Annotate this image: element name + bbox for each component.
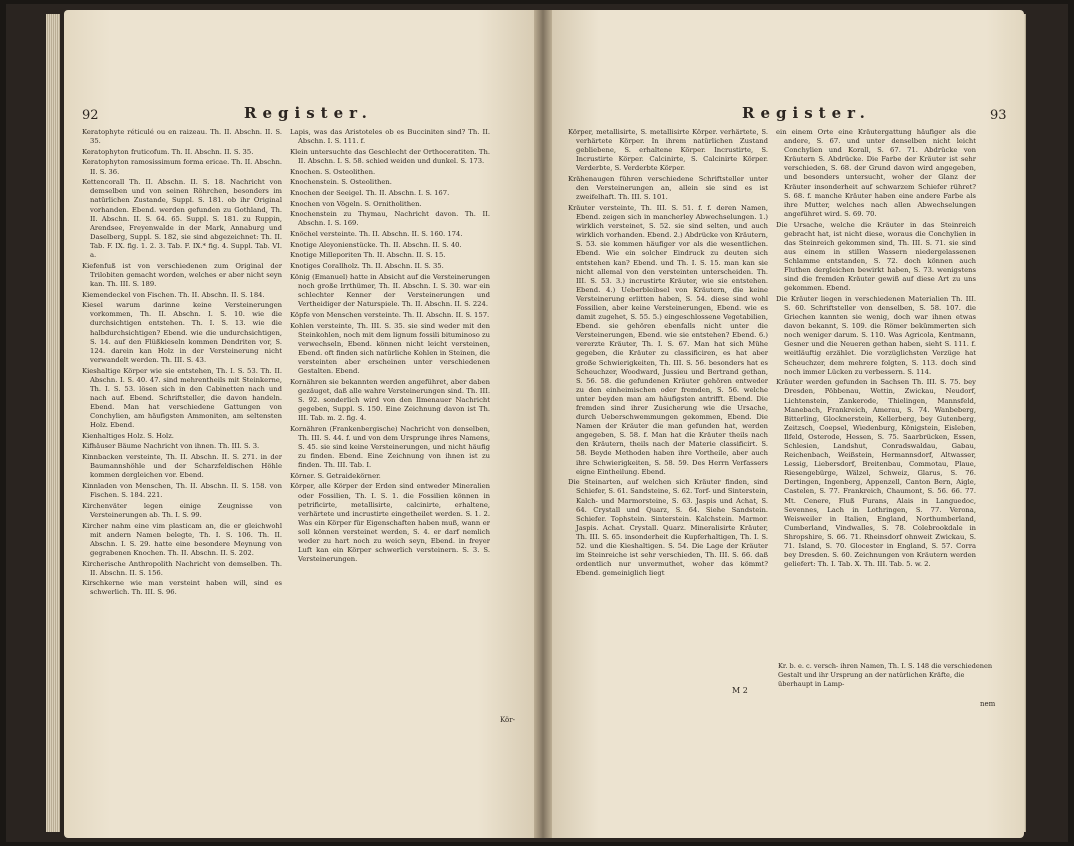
book-spread (6, 4, 1068, 842)
right-page (552, 10, 1024, 838)
index-entry: Körner. S. Getraidekörner. (290, 471, 381, 480)
left-column-1 (82, 128, 282, 599)
index-entry: Knochen der Seeigel. Th. II. Abschn. I. S. 167. (290, 188, 450, 197)
right-column-1 (568, 128, 768, 580)
index-entry: Kircher nahm eine vim plasticam an, die er gleichwohl mit andern Namen belegte, Th. I. S. 106. Th. II. Abschn. I. S. 29. hatte eine besondere Meynung von gegrabenen Knochen. Th. II. Abschn. II. S. 202. (82, 521, 282, 557)
index-entry: Kifhäuser Bäume Nachricht von ihnen. Th. III. S. 3. (82, 442, 260, 451)
index-entry: Die Kräuter liegen in verschiedenen Materialien Th. III. S. 60. Schriftsteller von denselben, S. 58. 107. die Griechen kannten sie wenig, doch war ihnen etwas davon bekannt, S. 109. die Römer bekümmerten sich noch weniger darum. S. 110. Was Agricola, Kentmann, Gesner und die Neueren gethan haben, sieht S. 111. f. weitläuftig erzählet. Die vorzüglichsten Verzüge hat Scheuchzer, dem mehrere folgten, S. 113. doch sind noch immer Lücken zu verbessern. S. 114. (776, 294, 976, 376)
index-entry: Kinnbacken versteinte, Th. II. Abschn. II. S. 271. in der Baumannshöhle und der Scharzfeldischen Höhle kommen dergleichen vor. Ebend. (82, 453, 282, 480)
index-entry: Köpfe von Menschen versteinte. Th. II. Abschn. II. S. 157. (290, 310, 490, 319)
index-entry: Kornähren (Frankenbergische) Nachricht von denselben, Th. III. S. 44. f. und von dem Ursprunge ihres Namens, S. 45. sie sind keine Versteinerungen, und nicht häufig zu finden. Ebend. Eine Zeichnung von ihnen ist zu finden. Th. III. Tab. I. (290, 424, 490, 470)
index-entry: Kieshaltige Körper wie sie entstehen, Th. I. S. 53. Th. II. Abschn. I. S. 40. 47. sind mehrentheils mit Steinkerne, Th. I. S. 53. lösen sich in den Cabinetten nach und nach auf. Ebend. Schriftsteller, die davon handeln. Ebend. Man hat verschiedene Gattungen von Conchylien, am häufigsten Ammoniten, am seltensten Holz. Ebend. (82, 366, 282, 430)
index-entry: Kettencorall Th. II. Abschn. II. S. 18. Nachricht von demselben und von seinen Röhrchen, besonders im natürlichen Zustande, Suppl. S. 181. ob ihr Original vorhanden. Ebend. werden gefunden zu Gothland, Th. II. Abschn. II. S. 64. 65. Suppl. S. 181. zu Ruppin, Arendsee, Freyenwalde in der Mark, Annaburg und Daselberg, Suppl. S. 182, sie sind abgezeichnet: Th. II. Tab. F. IX. fig. 1. 2. 3. Tab. F. IX.* fig. 4. Suppl. Tab. VI. a. (82, 178, 282, 259)
index-entry: Knöchel versteinte. Th. II. Abschn. II. S. 160. 174. (290, 230, 463, 239)
index-entry: Lapis, was das Aristoteles ob es Bucciniten sind? Th. II. Abschn. I. S. 111. f. (290, 128, 490, 146)
index-entry: Die Steinarten, auf welchen sich Kräuter finden, sind Schiefer, S. 61. Sandsteine, S. 62. Torf- und Sinterstein, Kalch- und Marmorsteine, S. 63. Jaspis und Achat, S. 64. Crystall und Quarz, S. 64. Siehe Sandstein. Schiefer. Tophstein. Sinterstein. Kalchstein. Marmor. Jaspis. Achat. Crystall. Quarz. Mineralisirte Kräuter, Th. III. S. 65. insonderheit die Kupferhaltigen, Th. I. S. 52. und die Kieshaltigen. S. 54. Die Lage der Kräuter im Steinreiche ist sehr verschieden, Th. III. S. 66. daß ordentlich nur unvermuthet, woher das kömmt? Ebend. gemeiniglich liegt (568, 478, 768, 578)
right-page-number: 93 (990, 108, 1007, 123)
index-entry: Kornähren sie bekannten werden angeführet, aber daben gezäuget, daß alle wahre Versteinerungen sind. Th. III. S. 92. sonderlich wird von den Ilmenauer Nachricht gegeben, Suppl. S. 150. Eine Zeichnung davon ist Th. III. Tab. m. 2. fig. 4. (290, 377, 490, 423)
right-catchword: nem (980, 700, 996, 708)
index-entry: Knochenstein. S. Osteolithen. (290, 178, 392, 187)
right-signature-mark: M 2 (732, 686, 748, 695)
index-entry: Kiesel warum darinne keine Versteinerungen vorkommen, Th. II. Abschn. I. S. 10. wie die durchsichtigen entstehen. Th. I. S. 13. wie die halbdurchsichtigen? Ebend. wie die undurchsichtigen, S. 14. auf den Flüßkieseln kommen Dendriten vor, S. 124. darein kan Holz in der Versteinerung nicht verwandelt werden. Th. III. S. 43. (82, 301, 282, 364)
index-entry: Kiefenfuß ist von verschiedenen zum Original der Trilobiten gemacht worden, welches er aber nicht seyn kan. Th. III. S. 189. (82, 261, 282, 288)
index-entry: ein einem Orte eine Kräutergattung häufiger als die andere, S. 67. und unter denselben nicht leicht Conchylien und Korall, S. 67. 71. Abdrücke von Kräutern S. Abdrücke. Die Farbe der Kräuter ist sehr verschieden, S. 68. der Grund davon wird angegeben, und besonders untersucht, woher der Glanz der Kräuter insonderheit auf schwarzem Schiefer rühret? S. 68. f. manche Kräuter haben eine andere Farbe als ihre Mutter, welches nach allen Abwechselungen angeführet wird. S. 69. 70. (776, 128, 976, 218)
left-page-number: 92 (82, 108, 99, 123)
index-entry: Kräuter werden gefunden in Sachsen Th. III. S. 75. bey Dresden, Pöbbenau, Wettin, Zwickau, Neudorf, Lichtenstein, Zankerode, Thielingen, Mannsfeld, Manebach, Frankreich, Amerau, S. 74. Wanbeberg, Bitterling, Glocknerstein, Kellerberg, bey Gutenberg, Zeitzsch, Coepsel, Wiedenburg, Königstein, Eisleben, Ilfeld, Osterode, Hessen, S. 75. Saarbrücken, Essen, Schlesien, Landshut, Conradswaldau, Gabau, Reichenbach, Weißstein, Hermannsdorf, Altwasser, Lessig, Liebersdorf, Breitenbau, Commotau, Plaue, Riesengebürge, Wälzel, Schweiz, Glarus, S. 76. Dertingen, Ingenberg, Appenzell, Canton Bern, Aigle, Castelen, S. 77. Frankreich, Chaumont, S. 56. 66. 77. Mt. Cenere, Fluß Furans, Alais in Languedoc, Sevennes, Lach in Lothringen, S. 77. Verona, Weisweiler in Italien, England, Northumberland, Cumberland, Vindwalles, S. 78. Colebrookdale in Shropshire, S. 66. 71. Rheinsdorf ohnweit Zwickau, S. 71. Island, S. 70. Glocester in England, S. 57. Corra bey Dresden. S. 60. Zeichnungen von Kräutern werden geliefert: Th. I. Tab. X. Th. III. Tab. 5. w. 2. (776, 378, 976, 569)
index-entry: Knochen. S. Osteolithen. (290, 167, 376, 176)
index-entry: Knotige Aleyonienstücke. Th. II. Abschn. II. S. 40. (290, 240, 462, 249)
index-entry: Die Ursache, welche die Kräuter in das Steinreich gebracht hat, ist nicht diese, woraus die Conchylien in das Steinreich gekommen sind, Th. III. S. 71. sie sind aus einem in stillen Wassern niedergelassenen Schlamme entstanden, S. 72. doch können auch Fluthen dergleichen bewirkt haben, S. 73. wenigstens sind die fremden Kräuter gewiß auf diese Art zu uns gekommen. Ebend. (776, 220, 976, 293)
index-entry: Kiemendeckel von Fischen. Th. II. Abschn. II. S. 184. (82, 290, 265, 299)
index-entry: Keratophyton fruticofum. Th. II. Abschn. II. S. 35. (82, 147, 254, 156)
index-entry: Körper, metallisirte, S. metallisirte Körper. verhärtete, S. verhärtete Körper. In ihrem natürlichen Zustand gebliebene, S. erhaltene Körper. Incrustirte, S. Incrustirte Körper. Calcinirte, S. Calcinirte Körper. Verderbte, S. Verderbte Körper. (568, 128, 768, 173)
left-running-head: Register. (244, 104, 373, 122)
index-entry: Kircherische Anthropolith Nachricht von demselben. Th. II. Abschn. II. S. 156. (82, 559, 282, 577)
index-entry: Knotiges Corallholz. Th. II. Abschn. II. S. 35. (290, 262, 444, 271)
right-bottom-line: Kr. b. e. c. versch- ihren Namen, Th. I. S. 148 die verschiedenen Gestalt und ihr Ursprung an der natürlichen Kräfte, die überhaupt in Lamp- (778, 662, 993, 688)
index-entry: Kirschkerne wie man versteint haben will, sind es schwerlich. Th. III. S. 96. (82, 579, 282, 597)
index-entry: Kräuter versteinte, Th. III. S. 51. f. f. deren Namen, Ebend. zeigen sich in mancherley Abwechselungen. 1.) wirklich versteinet, S. 52. sie sind selten, und auch wirklich vorhanden. Ebend. 2.) Abdrücke von Kräutern, S. 53. sie kommen häufiger vor als die wesentlichen. Ebend. Wie ein solcher Eindruck zu deuten sich entstehen kan? Ebend. und Th. I. S. 15. man kan sie nicht allemal von den versteinten unterscheiden. Th. III. S. 53. 3.) incrustirte Kräuter, wie sie entstehen. Ebend. 4.) Ueberbleibsel von Kräutern, die keine Versteinerung erlitten haben, S. 54. diese sind wohl Fossilien, aber keine Versteinerungen, Ebend. wie es damit zugehet, S. 55. 5.) eingeschlossene Vegetabilien, Ebend. sie gehören ebenfalls nicht unter die Versteinerungen, Ebend. wie sie entstehen? Ebend. 6.) vererzte Kräuter, Th. I. S. 67. Man hat sich Mühe gegeben, die Kräuter zu classificiren, es hat aber große Schwierigkeiten, Th. III. S. 56. besonders hat es Scheuchzer, Woodward, Jussieu und Bertrand gethan, S. 56. 58. die gefundenen Kräuter gehören entweder zu den einheimischen oder fremden, S. 56. welche unter beyden man am häufigsten antrifft. Ebend. Die fremden sind ihrer Zusicherung wie die Ursache, durch Ueberschwemmungen gekommen, Ebend. Die Namen der Kräuter die man gefunden hat, werden angegeben, S. 58. f. Man hat die Kräuter theils nach den Kräutern, theils nach der Materie classificirt. S. 58. Beyde Methoden haben ihre Vortheile, aber auch ihre Schwierigkeiten, S. 58. 59. Des Herrn Verfassers eigne Eintheilung. Ebend. (568, 203, 768, 476)
right-columns (568, 128, 976, 580)
index-entry: Knochenstein zu Thymau, Nachricht davon. Th. II. Abschn. I. S. 169. (290, 210, 490, 228)
index-entry: Keratophyton ramosissimum forma ericae. Th. II. Abschn. II. S. 36. (82, 158, 282, 176)
left-column-2 (290, 128, 490, 599)
left-page-edges (46, 14, 60, 832)
index-entry: König (Emanuel) hatte in Absicht auf die Versteinerungen noch große Irrthümer, Th. II. Abschn. I. S. 30. war ein schlechter Kenner der Versteinerungen und Vertheidiger der Naturspiele. Th. II. Abschn. II. S. 224. (290, 272, 490, 309)
index-entry: Kirchenväter legen einige Zeugnisse von Versteinerungen ab. Th. I. S. 99. (82, 501, 282, 519)
right-column-2 (776, 128, 976, 580)
index-entry: Körper, alle Körper der Erden sind entweder Mineralien oder Fossilien, Th. I. S. 1. die Fossilien können in petrificirte, metallisirte, calcinirte, erhaltene, verhärtete und incrustirte eingetheilet werden. S. 1. 2. Was ein Körper für Eigenschaften haben muß, wann er soll können versteinet werden, S. 4. er darf nemlich weder zu hart noch zu weich seyn, Ebend. in freyer Luft kan ein Körper schwerlich versteinern. S. 3. S. Versteinerungen. (290, 482, 490, 564)
book-gutter (534, 10, 552, 838)
index-entry: Kienhaltiges Holz. S. Holz. (82, 431, 174, 440)
left-page (64, 10, 534, 838)
index-entry: Krähenaugen führen verschiedene Schriftsteller unter den Versteinerungen an, allein sie sind es ist zweifelhaft. Th. III. S. 101. (568, 175, 768, 202)
index-entry: Keratophyte réticulé ou en raizeau. Th. II. Abschn. II. S. 35. (82, 128, 282, 146)
index-entry: Knotige Milleporiten Th. II. Abschn. II. S. 15. (290, 251, 446, 260)
left-columns (82, 128, 490, 599)
index-entry: Knochen von Vögeln. S. Ornitholithen. (290, 199, 422, 208)
right-running-head: Register. (742, 104, 871, 122)
index-entry: Kohlen versteinte, Th. III. S. 35. sie sind weder mit den Steinkohlen, noch mit dem lignum fossili bituminoso zu verwechseln, Ebend. können nicht leicht versteinen, Ebend. oft finden sich natürliche Kohlen in Steinen, die versteinten aber erscheinen unter verschiedenen Gestalten. Ebend. (290, 321, 490, 375)
index-entry: Klein untersuchte das Geschlecht der Orthoceratiten. Th. II. Abschn. I. S. 58. schied weiden und dunkel. S. 173. (290, 147, 490, 165)
index-entry: Kinnladen von Menschen, Th. II. Abschn. II. S. 158. von Fischen. S. 184. 221. (82, 482, 282, 500)
left-catchword: Kör- (500, 716, 515, 724)
